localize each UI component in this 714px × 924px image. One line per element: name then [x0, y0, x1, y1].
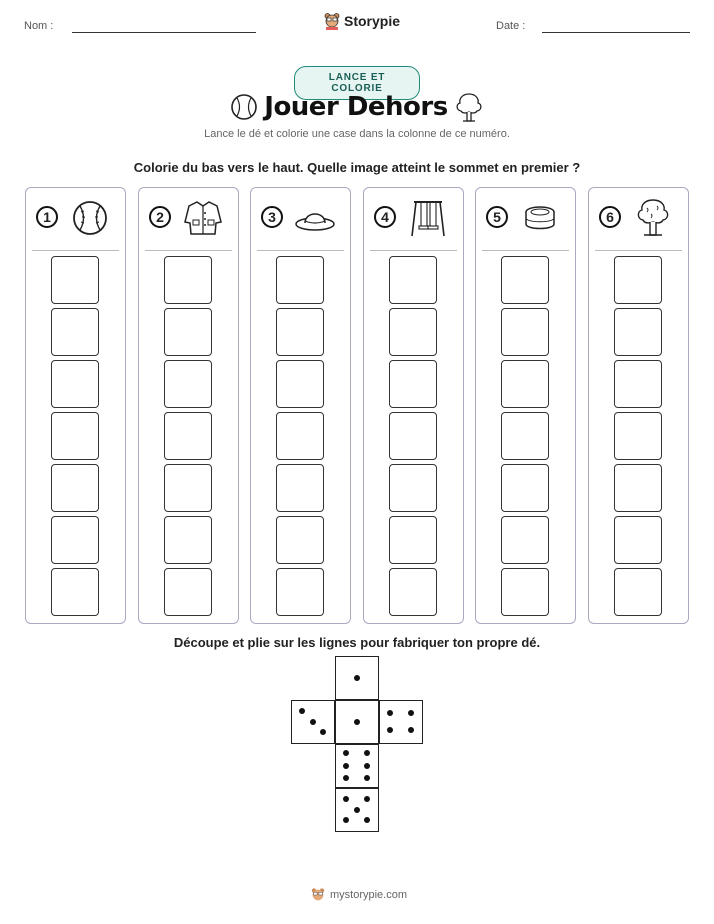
activity-badge: LANCE ET COLORIE: [294, 66, 420, 100]
color-cell[interactable]: [51, 412, 99, 460]
color-cell[interactable]: [51, 360, 99, 408]
column-divider: [370, 250, 457, 251]
column-6: [588, 187, 689, 624]
color-cell[interactable]: [164, 464, 212, 512]
color-cell[interactable]: [614, 412, 662, 460]
color-cell[interactable]: [501, 568, 549, 616]
title-row: [230, 92, 484, 122]
color-cell[interactable]: [164, 256, 212, 304]
color-cell[interactable]: [501, 412, 549, 460]
color-cell[interactable]: [164, 308, 212, 356]
color-cell[interactable]: [276, 256, 324, 304]
color-cell[interactable]: [164, 412, 212, 460]
brand-name: Storypie: [344, 13, 401, 29]
color-cell[interactable]: [389, 516, 437, 564]
color-cell[interactable]: [389, 568, 437, 616]
footer: [310, 887, 407, 903]
column-number: 1: [36, 206, 58, 228]
dice-pip: [364, 750, 370, 756]
color-cell[interactable]: [164, 360, 212, 408]
color-cell[interactable]: [501, 464, 549, 512]
instruction: Colorie du bas vers le haut. Quelle image atteint le sommet en premier ?: [133, 160, 581, 175]
color-cell[interactable]: [51, 464, 99, 512]
subtitle: Lance le dé et colorie une case dans la colonne de ce numéro.: [204, 128, 510, 140]
column-4: [363, 187, 464, 624]
color-cell[interactable]: [276, 412, 324, 460]
baseball-icon: [68, 198, 112, 238]
color-cell[interactable]: [614, 464, 662, 512]
color-cell[interactable]: [614, 256, 662, 304]
dice-face-4: [379, 700, 423, 744]
dice-pip: [364, 775, 370, 781]
name-line[interactable]: [72, 32, 256, 33]
dice-face-6: [335, 744, 379, 788]
dice-pip: [320, 729, 326, 735]
dice-pip: [364, 763, 370, 769]
dice-pip: [408, 710, 414, 716]
column-number: 2: [149, 206, 171, 228]
date-label: Date :: [496, 20, 526, 32]
color-cell[interactable]: [614, 308, 662, 356]
page-title: Jouer Dehors: [264, 92, 448, 122]
dice-pip: [354, 675, 360, 681]
column-number: 3: [261, 206, 283, 228]
color-cell[interactable]: [614, 360, 662, 408]
column-5: [475, 187, 576, 624]
baseball-icon: [230, 93, 258, 121]
color-cell[interactable]: [164, 516, 212, 564]
sun-hat-icon: [293, 198, 337, 238]
color-cell[interactable]: [501, 516, 549, 564]
dice-pip: [364, 796, 370, 802]
column-1: [25, 187, 126, 624]
dice-pip: [354, 719, 360, 725]
dice-pip: [387, 727, 393, 733]
sunscreen-jar-icon: [518, 198, 562, 238]
dice-pip: [354, 807, 360, 813]
dice-face-1: [335, 700, 379, 744]
bear-logo-icon: [310, 887, 326, 903]
color-cell[interactable]: [51, 256, 99, 304]
brand-logo: [324, 12, 400, 30]
color-cell[interactable]: [164, 568, 212, 616]
color-cell[interactable]: [51, 308, 99, 356]
color-cell[interactable]: [614, 568, 662, 616]
dice-pip: [408, 727, 414, 733]
tree-icon: [631, 198, 675, 238]
tree-icon: [454, 91, 484, 123]
column-3: [250, 187, 351, 624]
color-cell[interactable]: [389, 360, 437, 408]
color-cell[interactable]: [501, 308, 549, 356]
color-cell[interactable]: [51, 568, 99, 616]
color-cell[interactable]: [389, 256, 437, 304]
column-divider: [257, 250, 344, 251]
color-cell[interactable]: [276, 516, 324, 564]
color-cell[interactable]: [389, 412, 437, 460]
dice-face-5: [335, 788, 379, 832]
column-divider: [32, 250, 119, 251]
column-number: 4: [374, 206, 396, 228]
dice-pip: [299, 708, 305, 714]
dice-face-3: [291, 700, 335, 744]
column-2: [138, 187, 239, 624]
jacket-icon: [181, 198, 225, 238]
dice-pip: [343, 817, 349, 823]
swing-icon: [406, 198, 450, 238]
column-divider: [595, 250, 682, 251]
color-cell[interactable]: [501, 256, 549, 304]
color-cell[interactable]: [501, 360, 549, 408]
column-divider: [482, 250, 569, 251]
bear-logo-icon: [324, 12, 340, 30]
column-divider: [145, 250, 232, 251]
name-label: Nom :: [24, 20, 54, 32]
dice-pip: [310, 719, 316, 725]
color-cell[interactable]: [389, 308, 437, 356]
dice-pip: [343, 775, 349, 781]
color-cell[interactable]: [614, 516, 662, 564]
color-cell[interactable]: [276, 464, 324, 512]
date-line[interactable]: [542, 32, 690, 33]
color-cell[interactable]: [389, 464, 437, 512]
column-number: 5: [486, 206, 508, 228]
dice-face-1: [335, 656, 379, 700]
dice-pip: [343, 763, 349, 769]
dice-pip: [364, 817, 370, 823]
dice-instruction: Découpe et plie sur les lignes pour fabriquer ton propre dé.: [173, 635, 541, 650]
dice-pip: [343, 796, 349, 802]
dice-pip: [387, 710, 393, 716]
color-cell[interactable]: [51, 516, 99, 564]
dice-pip: [343, 750, 349, 756]
color-cell[interactable]: [276, 360, 324, 408]
color-cell[interactable]: [276, 308, 324, 356]
footer-link[interactable]: mystorypie.com: [330, 889, 408, 901]
color-cell[interactable]: [276, 568, 324, 616]
column-number: 6: [599, 206, 621, 228]
